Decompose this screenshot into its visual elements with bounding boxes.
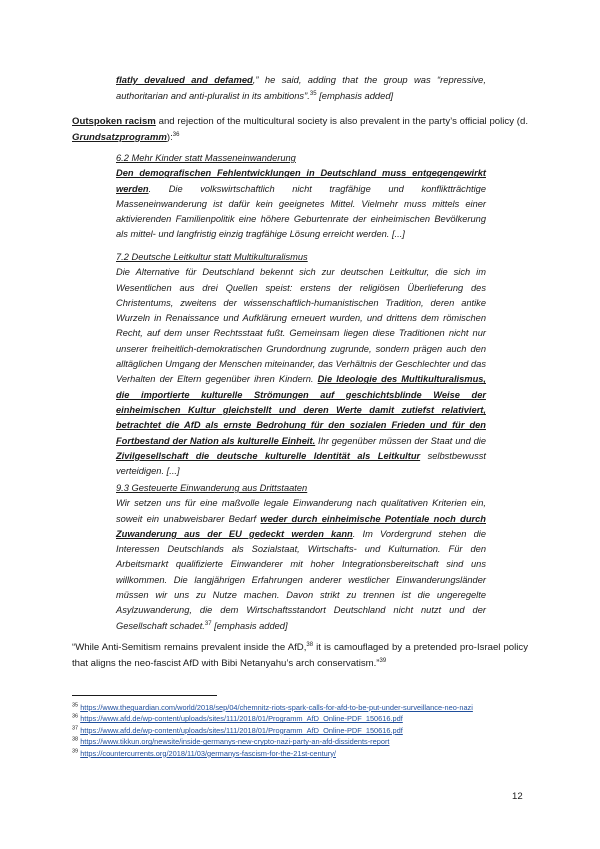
section-7-2-emphasis-2: Zivilgesellschaft die deutsche kulturelle Identität als Leitkultur [116,450,421,461]
footnote-ref-37[interactable]: 37 [204,620,212,627]
section-6-2 [116,151,486,243]
footnote-37 [72,725,528,736]
footnote-number: 35 [72,702,79,709]
racism-lead: Outspoken racism [72,116,156,127]
section-7-2-text-1: Die Alternative für Deutschland bekennt sich zur deutschen Leitkultur, die sich im Wesentlichen aus drei Quellen speist: erstens der religiösen Überlieferung des Christentums, zweitens der wissenschaftlich-humanistischen Tradition, deren antike Wurzeln in Renaissance und Aufklärung erneuert wurden, und drittens dem römischen Recht, auf dem unser Rechtsstaat fußt. Gemeinsam liegen diese Traditionen nicht nur unserer freiheitlich-demokratischen Grundordnung zugrunde, sondern prägen auch den alltäglichen Umgang der Menschen miteinander, das Verhältnis der Geschlechter und das Verhalten der Eltern gegenüber ihren Kindern. [116,267,486,385]
guardian-quote [116,72,486,104]
footnote-ref-36[interactable]: 36 [172,131,180,138]
footnote-link[interactable]: https://www.afd.de/wp-content/uploads/sites/111/2018/01/Programm_AfD_Online-PDF_150616.pdf [80,725,403,735]
footnote-39 [72,748,528,759]
racism-text-1: and rejection of the multicultural society is also prevalent in the party’s official policy (d. [155,116,528,127]
section-6-2-text: . Die volkswirtschaftlich nicht tragfähige und konfliktträchtige Masseneinwanderung ist dafür kein geeignetes Mittel. Vielmehr muss mittels einer aktivierenden Familienpolitik eine höhere Geburtenrate der einheimischen Bevölkerung als mittel- und langfristig einzig tragfähige Lösung erreicht werden. [...] [116,183,486,240]
section-9-3-title: 9.3 Gesteuerte Einwanderung aus Drittstaaten [116,483,308,493]
antisemitism-paragraph [72,640,528,672]
section-9-3-tail: [emphasis added] [211,620,288,631]
footnote-link[interactable]: https://www.tikkun.org/newsite/inside-germanys-new-crypto-nazi-party-an-afd-dissidents-report [80,737,390,747]
program-name: Grundsatzprogramm [72,132,167,143]
antisemitism-text-1: “While Anti-Semitism remains prevalent inside the AfD, [72,642,307,653]
section-6-2-emphasis: Den demografischen Fehlentwicklungen in Deutschland muss entgegengewirkt werden [116,168,486,194]
section-6-2-title: 6.2 Mehr Kinder statt Masseneinwanderung [116,153,296,163]
section-7-2-emphasis-1: Die Ideologie des Multikulturalismus, die importierte kulturelle Strömungen auf geschichtsblinde Weise der einheimischen Kultur gleichstellt und deren Werte damit zutiefst relativiert, betrachtet die AfD als ernste Bedrohung für den sozialen Frieden und für den Fortbestand der Nation als kulturelle Einheit. [116,374,486,446]
quote-tail: [emphasis added] [316,90,394,101]
section-9-3-text-2: . Im Vordergrund stehen die Interessen Deutschlands als Sozialstaat, Wirtschafts- und Kulturnation. Für den Arbeitsmarkt qualifizierte Einwanderer mit hoher Integrationsbereitschaft sind uns willkommen. Die langjährigen Erfahrungen anderer westlicher Einwanderungsländer müssen wir uns zu Nutze machen. Davon strikt zu trennen ist die ungeregelte Asylzuwanderung, die dem Wirtschaftsstandort Deutschland nicht nutzt und der Gesellschaft schadet. [116,528,486,631]
section-7-2-title: 7.2 Deutsche Leitkultur statt Multikulturalismus [116,252,308,262]
antisemitism-text-2: it is camouflaged by a pretended pro-Israel policy that aligns the neo-fascist AfD with Bibi Netanyahu’s arch conservatism.” [72,642,529,669]
footnote-35 [72,702,528,713]
section-9-3-text-1: Wir setzen uns für eine maßvolle legale Einwanderung nach qualitativen Kriterien ein, soweit ein unabweisbarer Bedarf [116,498,486,524]
quote-emphasis: flatly devalued and defamed [116,74,253,85]
footnote-ref-38[interactable]: 38 [306,641,314,648]
footnote-number: 38 [72,736,79,743]
footnote-ref-35[interactable]: 35 [309,90,317,97]
footnote-divider [72,695,217,696]
footnote-link[interactable]: https://www.theguardian.com/world/2018/sep/04/chemnitz-riots-spark-calls-for-afd-to-be-put-under-surveillance-neo-nazi [80,703,473,712]
footnote-number: 39 [72,748,79,755]
quote-text: ,” he said, adding that the group was “repressive, authoritarian and anti-pluralist in its ambitions”. [116,74,486,101]
footnote-number: 36 [72,713,79,720]
section-7-2-text-3: selbstbewusst verteidigen. [...] [116,450,486,477]
footnote-ref-39[interactable]: 39 [379,657,387,664]
section-7-2 [116,250,486,479]
section-9-3 [116,481,486,634]
racism-paragraph [72,114,528,146]
section-9-3-emphasis: weder durch einheimische Potentiale noch durch Zuwanderung aus der EU gedeckt werden kann [116,513,486,539]
footnote-38 [72,736,528,747]
footnotes [72,702,528,759]
page-number: 12 [512,791,523,802]
section-7-2-text-2: Ihr gegenüber müssen der Staat und die [315,435,486,446]
footnote-link[interactable]: https://countercurrents.org/2018/11/03/germanys-fascism-for-the-21st-century/ [80,748,336,758]
racism-text-2: ): [166,132,173,143]
footnote-number: 37 [72,725,79,732]
footnote-36 [72,713,528,724]
footnote-link[interactable]: https://www.afd.de/wp-content/uploads/sites/111/2018/01/Programm_AfD_Online-PDF_150616.pdf [80,714,403,724]
